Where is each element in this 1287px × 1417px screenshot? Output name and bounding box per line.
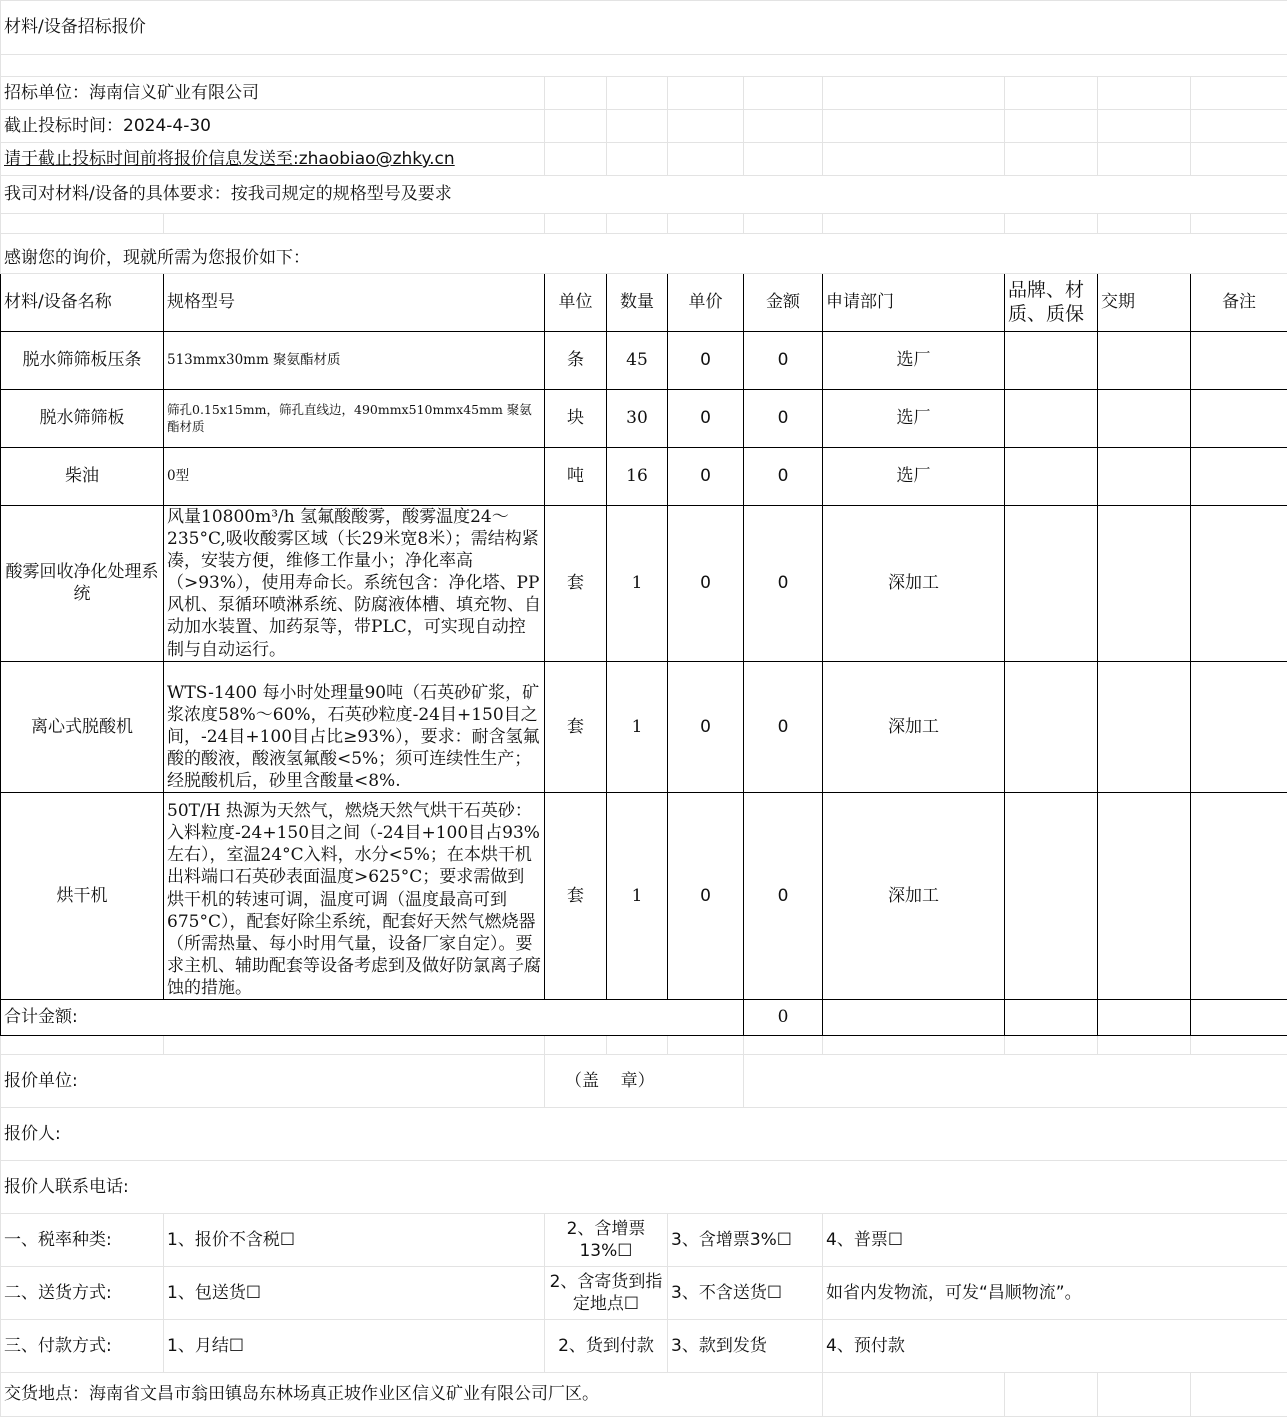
delivery-options-row bbox=[1, 1266, 1287, 1319]
empty-cell bbox=[545, 77, 607, 110]
item-price[interactable]: 0 bbox=[668, 332, 744, 390]
item-qty: 1 bbox=[607, 793, 668, 1000]
empty-cell bbox=[744, 143, 823, 176]
item-amount: 0 bbox=[744, 661, 823, 792]
empty-cell bbox=[1191, 214, 1287, 234]
item-name: 柴油 bbox=[1, 448, 164, 506]
quote-unit-label: 报价单位: bbox=[1, 1054, 545, 1107]
delivery-option-3[interactable]: 3、不含送货☐ bbox=[668, 1266, 823, 1319]
empty-cell bbox=[607, 143, 668, 176]
item-spec: 风量10800m³/h 氢氟酸酸雾，酸雾温度24～235°C,吸收酸雾区域（长29米宽8米）；需结构紧凑，安装方便，维修工作量小；净化率高（>93%），使用寿命长。系统包含：净化塔、PP风机、泵循环喷淋系统、防腐液体槽、填充物、自动加水装置、加药泵等，带PLC，可实现自动控制与自动运行。 bbox=[164, 506, 545, 662]
empty-cell bbox=[545, 110, 607, 143]
item-amount: 0 bbox=[744, 506, 823, 662]
item-spec: 513mmx30mm 聚氨酯材质 bbox=[164, 332, 545, 390]
empty-cell bbox=[164, 1035, 545, 1054]
empty-cell bbox=[823, 110, 1005, 143]
tax-option-2[interactable]: 2、含增票13%☐ bbox=[545, 1213, 668, 1266]
item-amount: 0 bbox=[744, 448, 823, 506]
item-dept: 深加工 bbox=[823, 506, 1005, 662]
empty-cell bbox=[668, 143, 744, 176]
empty-cell bbox=[1098, 77, 1191, 110]
seal-label: （盖 章） bbox=[545, 1054, 744, 1107]
empty-cell bbox=[545, 214, 607, 234]
item-brand-cell[interactable] bbox=[1005, 661, 1098, 792]
item-remark-cell[interactable] bbox=[1191, 390, 1287, 448]
item-brand-cell[interactable] bbox=[1005, 793, 1098, 1000]
tax-options-row bbox=[1, 1213, 1287, 1266]
empty-cell bbox=[668, 214, 744, 234]
payment-options-row bbox=[1, 1319, 1287, 1372]
delivery-label: 二、送货方式: bbox=[1, 1266, 164, 1319]
item-unit: 套 bbox=[545, 661, 607, 792]
email-link[interactable]: 请于截止投标时间前将报价信息发送至:zhaobiao@zhky.cn bbox=[1, 143, 545, 176]
item-brand-cell[interactable] bbox=[1005, 332, 1098, 390]
item-remark-cell[interactable] bbox=[1191, 332, 1287, 390]
item-spec: 0型 bbox=[164, 448, 545, 506]
empty-cell bbox=[607, 1035, 668, 1054]
deadline-info: 截止投标时间：2024-4-30 bbox=[1, 110, 545, 143]
empty-cell bbox=[668, 110, 744, 143]
item-brand-cell[interactable] bbox=[1005, 506, 1098, 662]
tax-option-1[interactable]: 1、报价不含税☐ bbox=[164, 1213, 545, 1266]
item-unit: 条 bbox=[545, 332, 607, 390]
item-spec: 筛孔0.15x15mm，筛孔直线边，490mmx510mmx45mm 聚氨酯材质 bbox=[164, 390, 545, 448]
table-row bbox=[1, 390, 1287, 448]
item-unit: 块 bbox=[545, 390, 607, 448]
bidder-info: 招标单位：海南信义矿业有限公司 bbox=[1, 77, 545, 110]
item-price[interactable]: 0 bbox=[668, 506, 744, 662]
table-header-row bbox=[1, 274, 1287, 332]
item-brand-cell[interactable] bbox=[1005, 390, 1098, 448]
col-header-price: 单价 bbox=[668, 274, 744, 332]
empty-cell bbox=[1005, 999, 1098, 1035]
tax-option-4[interactable]: 4、普票☐ bbox=[823, 1213, 1287, 1266]
table-row bbox=[1, 506, 1287, 662]
item-amount: 0 bbox=[744, 793, 823, 1000]
payment-option-2[interactable]: 2、货到付款 bbox=[545, 1319, 668, 1372]
col-header-unit: 单位 bbox=[545, 274, 607, 332]
item-delivery-cell[interactable] bbox=[1098, 506, 1191, 662]
page-title: 材料/设备招标报价 bbox=[1, 1, 1287, 55]
empty-cell bbox=[823, 77, 1005, 110]
empty-cell bbox=[744, 77, 823, 110]
item-price[interactable]: 0 bbox=[668, 390, 744, 448]
empty-cell bbox=[744, 1035, 823, 1054]
empty-cell bbox=[744, 110, 823, 143]
item-dept: 深加工 bbox=[823, 661, 1005, 792]
empty-cell bbox=[668, 77, 744, 110]
payment-label: 三、付款方式: bbox=[1, 1319, 164, 1372]
empty-cell bbox=[823, 214, 1005, 234]
empty-cell bbox=[823, 143, 1005, 176]
col-header-qty: 数量 bbox=[607, 274, 668, 332]
empty-cell bbox=[1, 214, 164, 234]
empty-cell bbox=[1191, 77, 1287, 110]
item-amount: 0 bbox=[744, 332, 823, 390]
empty-cell bbox=[1005, 77, 1098, 110]
item-price[interactable]: 0 bbox=[668, 661, 744, 792]
item-delivery-cell[interactable] bbox=[1098, 448, 1191, 506]
item-amount: 0 bbox=[744, 390, 823, 448]
col-header-name: 材料/设备名称 bbox=[1, 274, 164, 332]
item-dept: 选厂 bbox=[823, 332, 1005, 390]
tax-label: 一、税率种类: bbox=[1, 1213, 164, 1266]
item-qty: 1 bbox=[607, 661, 668, 792]
item-dept: 选厂 bbox=[823, 448, 1005, 506]
empty-cell bbox=[668, 1035, 744, 1054]
spacer-row bbox=[1, 55, 1287, 77]
tax-option-3[interactable]: 3、含增票3%☐ bbox=[668, 1213, 823, 1266]
item-price[interactable]: 0 bbox=[668, 793, 744, 1000]
item-name: 烘干机 bbox=[1, 793, 164, 1000]
item-price[interactable]: 0 bbox=[668, 448, 744, 506]
item-dept: 深加工 bbox=[823, 793, 1005, 1000]
empty-cell bbox=[607, 77, 668, 110]
thanks-text: 感谢您的询价，现就所需为您报价如下： bbox=[1, 234, 1287, 274]
item-qty: 45 bbox=[607, 332, 668, 390]
item-qty: 1 bbox=[607, 506, 668, 662]
item-unit: 吨 bbox=[545, 448, 607, 506]
quote-phone-label: 报价人联系电话: bbox=[1, 1160, 1287, 1213]
item-spec: 50T/H 热源为天然气，燃烧天然气烘干石英砂：入料粒度-24+150目之间（-24目+100目占93%左右），室温24°C入料，水分<5%；在本烘干机出料端口石英砂表面温度>625°C；要求需做到烘干机的转速可调，温度可调（温度最高可到675°C），配套好除尘系统，配套好天然气燃烧器（所需热量、每小时用气量，设备厂家自定）。要求主机、辅助配套等设备考虑到及做好防氯离子腐蚀的措施。 bbox=[164, 793, 545, 1000]
item-dept: 选厂 bbox=[823, 390, 1005, 448]
payment-option-1[interactable]: 1、月结☐ bbox=[164, 1319, 545, 1372]
requirement-info: 我司对材料/设备的具体要求：按我司规定的规格型号及要求 bbox=[1, 176, 1287, 214]
total-label: 合计金额: bbox=[1, 999, 744, 1035]
empty-cell bbox=[1005, 143, 1098, 176]
empty-cell bbox=[1098, 1372, 1191, 1416]
item-remark-cell[interactable] bbox=[1191, 661, 1287, 792]
empty-cell bbox=[1191, 1372, 1287, 1416]
delivery-option-2[interactable]: 2、含寄货到指定地点☐ bbox=[545, 1266, 668, 1319]
item-qty: 30 bbox=[607, 390, 668, 448]
empty-cell bbox=[823, 1372, 1005, 1416]
item-name: 酸雾回收净化处理系统 bbox=[1, 506, 164, 662]
empty-cell bbox=[1005, 1035, 1098, 1054]
table-row bbox=[1, 661, 1287, 792]
payment-option-3[interactable]: 3、款到发货 bbox=[668, 1319, 823, 1372]
item-remark-cell[interactable] bbox=[1191, 793, 1287, 1000]
empty-cell bbox=[744, 214, 823, 234]
item-unit: 套 bbox=[545, 506, 607, 662]
empty-cell bbox=[1098, 110, 1191, 143]
delivery-option-1[interactable]: 1、包送货☐ bbox=[164, 1266, 545, 1319]
empty-cell bbox=[1191, 110, 1287, 143]
empty-cell bbox=[1098, 214, 1191, 234]
table-row bbox=[1, 793, 1287, 1000]
total-value: 0 bbox=[744, 999, 823, 1035]
item-name: 脱水筛筛板 bbox=[1, 390, 164, 448]
item-delivery-cell[interactable] bbox=[1098, 661, 1191, 792]
col-header-delivery: 交期 bbox=[1098, 274, 1191, 332]
item-name: 脱水筛筛板压条 bbox=[1, 332, 164, 390]
empty-cell bbox=[1005, 214, 1098, 234]
item-qty: 16 bbox=[607, 448, 668, 506]
payment-option-4[interactable]: 4、预付款 bbox=[823, 1319, 1287, 1372]
empty-cell bbox=[1005, 110, 1098, 143]
item-remark-cell[interactable] bbox=[1191, 506, 1287, 662]
empty-cell bbox=[744, 1054, 1287, 1107]
empty-cell bbox=[545, 1035, 607, 1054]
col-header-spec: 规格型号 bbox=[164, 274, 545, 332]
empty-cell bbox=[823, 1035, 1005, 1054]
empty-cell bbox=[1191, 143, 1287, 176]
table-row bbox=[1, 332, 1287, 390]
empty-cell bbox=[607, 110, 668, 143]
empty-cell bbox=[1005, 1372, 1098, 1416]
empty-cell bbox=[607, 214, 668, 234]
total-row bbox=[1, 999, 1287, 1035]
item-name: 离心式脱酸机 bbox=[1, 661, 164, 792]
empty-cell bbox=[1191, 1035, 1287, 1054]
col-header-dept: 申请部门 bbox=[823, 274, 1005, 332]
empty-cell bbox=[1098, 1035, 1191, 1054]
quote-person-label: 报价人: bbox=[1, 1107, 1287, 1160]
delivery-place: 交货地点：海南省文昌市翁田镇岛东林场真正坡作业区信义矿业有限公司厂区。 bbox=[1, 1372, 823, 1416]
empty-cell bbox=[1, 1035, 164, 1054]
item-unit: 套 bbox=[545, 793, 607, 1000]
delivery-note: 如省内发物流，可发“昌顺物流”。 bbox=[823, 1266, 1287, 1319]
table-row bbox=[1, 448, 1287, 506]
item-spec: WTS-1400 每小时处理量90吨（石英砂矿浆，矿浆浓度58%～60%，石英砂粒度-24目+150目之间，-24目+100目占比≥93%），要求：耐含氢氟酸的酸液，酸液氢氟酸<5%；须可连续性生产；经脱酸机后，砂里含酸量<8%. bbox=[164, 661, 545, 792]
col-header-brand: 品牌、材质、质保 bbox=[1005, 274, 1098, 332]
item-delivery-cell[interactable] bbox=[1098, 793, 1191, 1000]
col-header-remark: 备注 bbox=[1191, 274, 1287, 332]
empty-cell bbox=[545, 143, 607, 176]
empty-cell bbox=[1098, 999, 1191, 1035]
empty-cell bbox=[823, 999, 1005, 1035]
col-header-amount: 金额 bbox=[744, 274, 823, 332]
item-delivery-cell[interactable] bbox=[1098, 390, 1191, 448]
empty-cell bbox=[1191, 999, 1287, 1035]
empty-cell bbox=[1098, 143, 1191, 176]
empty-cell bbox=[164, 214, 545, 234]
item-delivery-cell[interactable] bbox=[1098, 332, 1191, 390]
item-remark-cell[interactable] bbox=[1191, 448, 1287, 506]
item-brand-cell[interactable] bbox=[1005, 448, 1098, 506]
